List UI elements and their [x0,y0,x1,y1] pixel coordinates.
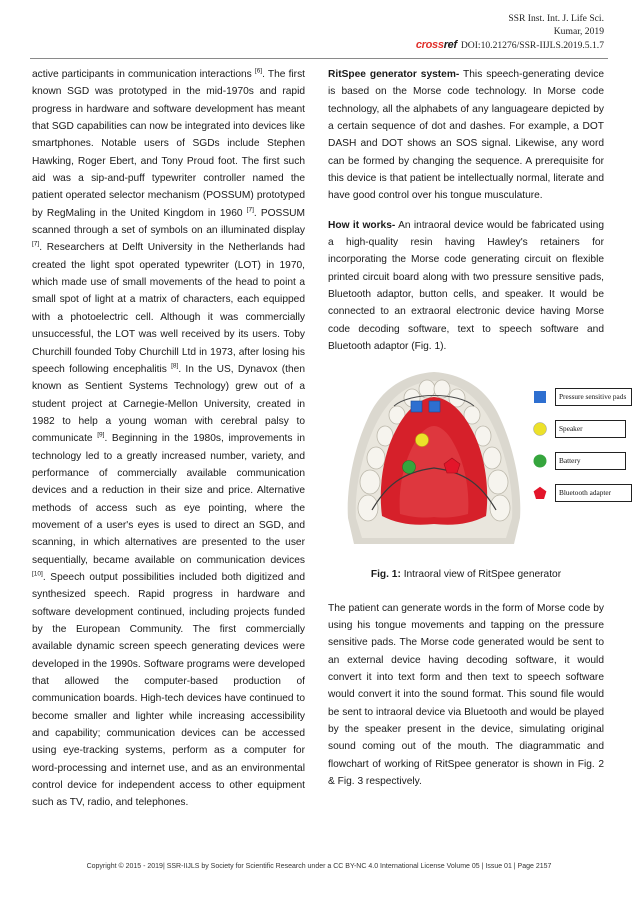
section-heading-system: RitSpee generator system- [328,69,460,80]
page-footer: Copyright © 2015 - 2019| SSR-IIJLS by Society for Scientific Research under a CC BY-NC 4.0 International License Volume 05 | Issue 01 | Page 2157 [86,863,552,870]
header-divider [30,58,608,59]
legend-battery [533,452,626,470]
intraoral-device-photo [342,368,526,550]
citation-9: [9] [97,431,105,439]
doi-line [416,39,604,52]
how-it-works-paragraph: How it works- An intraoral device would be fabricated using a high-quality resin having Hawley's retainers for incorporating the Morse code generating circuit on flexible printed circuit board along with two pressure sensitive pads, Bluetooth adaptor, button cells, and speaker. It would be connected to an extraoral electronic device having Morse code decoding software, text to speech software and Bluetooth adaptor (Fig. 1). [328,219,604,353]
blue-square-icon [533,390,547,404]
green-circle-icon [533,454,547,468]
ritspee-system-paragraph: RitSpee generator system- This speech-generating device is based on the Morse code technology. In Morse code technology, all the alphabets of any languageare depicted by a certain sequence of dot and dashes. For example, a DOT DASH and DOT shows an SOS signal. Likewise, any word can be formed by changing the sequence. A prerequisite for this device is that patient be intellectually normal, literate and have good control over his tongue musculature. [328,69,604,202]
figure-caption: Fig. 1: Intraoral view of RitSpee generator [370,568,562,580]
legend-label: Speaker [555,420,626,438]
citation-7: [7] [246,206,254,214]
red-pentagon-icon [533,486,547,500]
legend-bluetooth [533,484,632,502]
journal-name: SSR Inst. Int. J. Life Sci. [508,13,604,24]
right-column [328,66,627,790]
legend-pressure-pads [533,388,632,406]
crossref-logo[interactable]: crossref [415,38,457,51]
citation-7b: [7] [32,241,40,249]
legend-label: Battery [555,452,626,470]
history-paragraph: active participants in communication interactions [6]. The first known SGD was prototyped in the mid-1970s and rapid progress in hardware and software development has meant that SGD capabilities can now be integrated into devices like smartphones. Notable users of SGDs include Stephen Hawking, Roger Ebert, and Tony Proud foot. The first such aid was a sip-and-puff typewriter controller named the patient operated selector mechanism (POSSUM) prototyped by RegMaling in the United Kingdom in 1960 [7]. POSSUM scanned through a set of symbols on an illuminated display [7]. Researchers at Delft University in the Netherlands had created the light spot operated typewriter (LOT) in 1970, which made use of small movements of the head to point a small spot of light at a matrix of characters, each equipped with a photoelectric cell. Although it was commercially unsuccessful, the LOT was well received by its users. Toby Churchill founded Toby Churchill Ltd in 1973, after losing his speech following encephalitis [8]. In the US, Dynavox (then known as Sentient Systems Technology) grew out of a student project at Carnegie-Mellon University, created in 1982 to help a young woman with cerebral palsy to communicate [9]. Beginning in the 1980s, improvements in technology led to a greatly increased number, variety, and performance of commercially available communication devices and a reduction in their size and price. Alternative methods of access such as eye pointing, where the movement of a user's eyes is used to direct an SGD, and scanning, in which alternatives are presented to the user sequentially, became available on communication devices [10]. Speech output possibilities included both digitized and synthesized speech. Rapid progress in hardware and software development continued, including projects funded by the European Community. The first commercially available dynamic screen speech generating devices were developed in the 1990s. Software programs were developed that allowed the computer-based production of communication boards. High-tech devices have continued to become smaller and lighter while increasing accessibility and capability; communication devices can be accessed using eye-tracking systems, perform as a computer for word-processing and internet use, and as an environmental control device for independent access to other equipment such as TV, radio, and telephones. [32,67,305,809]
working-paragraph: The patient can generate words in the form of Morse code by using his tongue movements and tapping on the pressure sensitive pads. The Morse code generated would be sent to an external device having decoding software, it would convert it into text form and then text to speech software would convert it into the sound format. This sound file would be sent to intraoral device via Bluetooth and would be played by the speaker present in the device, simulating original sound coming out of the mouth. The diagrammatic and flowchart of working of RitSpee generator is shown in Fig. 2 & Fig. 3 respectively. [328,602,604,787]
section-heading-how: How it works- [328,219,396,231]
citation-6: [6] [254,67,263,75]
left-column [32,66,305,812]
legend-speaker [533,420,626,438]
page-header [416,12,604,52]
legend-label: Bluetooth adapter [555,484,632,502]
legend-label: Pressure sensitive pads [555,388,632,406]
citation-10: [10] [32,570,43,578]
doi-text[interactable]: DOI:10.21276/SSR-IIJLS.2019.5.1.7 [460,39,604,51]
citation-8: [8] [171,362,179,370]
author-year: Kumar, 2019 [553,26,604,38]
yellow-circle-icon [533,422,547,436]
figure-1 [328,368,627,568]
